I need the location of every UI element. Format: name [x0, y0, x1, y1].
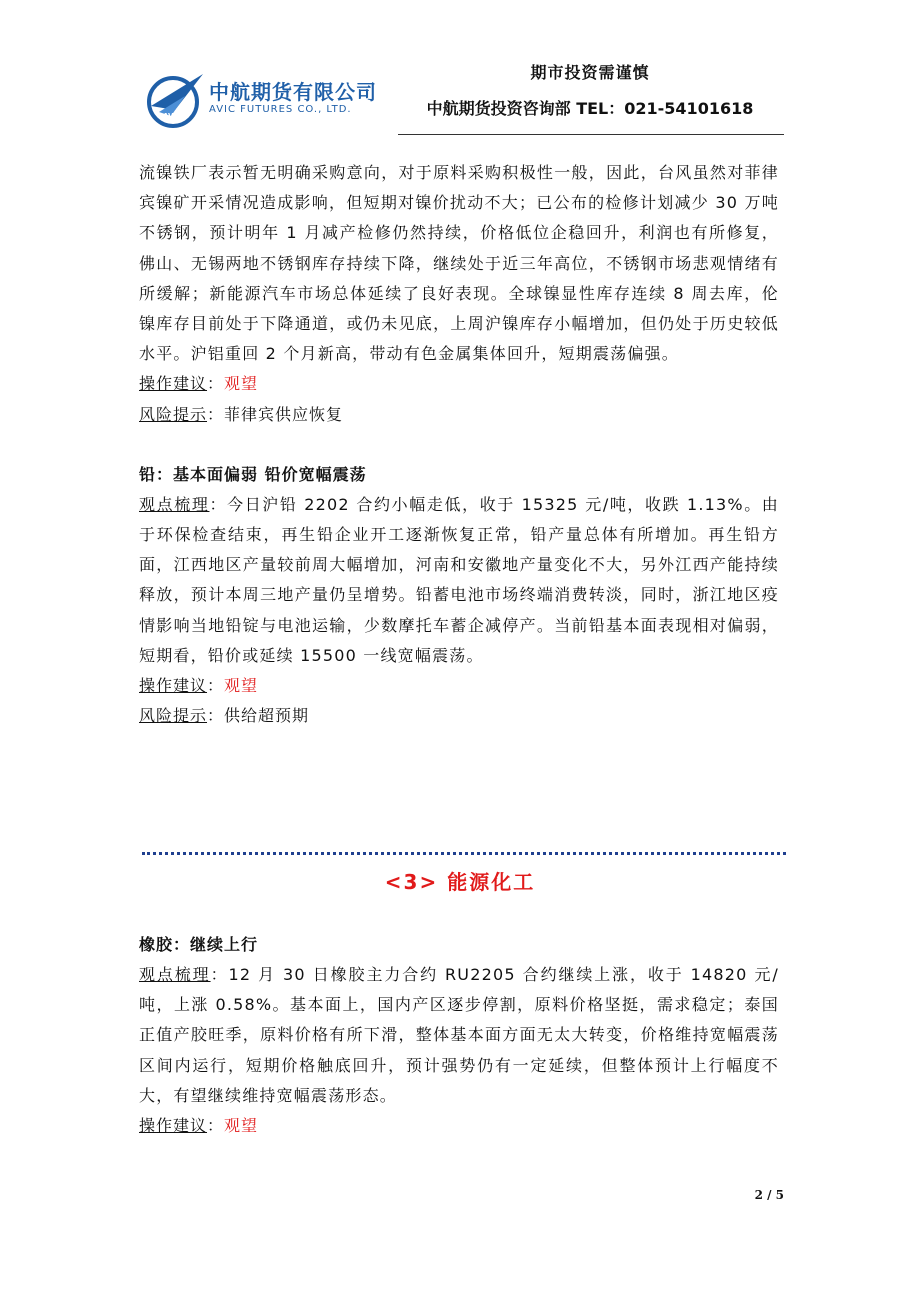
operation-value: 观望 [224, 676, 259, 696]
risk-label: 风险提示 [139, 404, 208, 424]
nickel-risk: 风险提示：菲律宾供应恢复 [139, 404, 344, 424]
header-divider [398, 134, 784, 135]
operation-label: 操作建议 [139, 1116, 208, 1136]
rubber-operation: 操作建议：观望 [139, 1116, 259, 1136]
contact-info: 中航期货投资咨询部 TEL：021-54101618 [426, 99, 754, 118]
page-header [0, 0, 920, 140]
risk-warning: 期市投资需谨慎 [530, 63, 650, 82]
company-logo [145, 66, 395, 132]
logo-name-en: AVIC FUTURES CO., LTD. [209, 104, 352, 115]
view-label: 观点梳理 [139, 494, 210, 514]
lead-risk: 风险提示：供给超预期 [139, 706, 310, 726]
energy-chemical-content [139, 930, 779, 1141]
rubber-heading: 橡胶：继续上行 [139, 935, 259, 954]
page-number: 2 / 5 [754, 1188, 784, 1202]
lead-heading: 铅：基本面偏弱 铅价宽幅震荡 [139, 464, 367, 484]
risk-value: 供给超预期 [224, 706, 310, 726]
operation-value: 观望 [224, 1116, 259, 1136]
operation-value: 观望 [224, 374, 259, 394]
lead-view-body: 今日沪铅 2202 合约小幅走低，收于 15325 元/吨，收跌 1.13%。由于环保检查结束，再生铅企业开工逐渐恢复正常，铅产量总体有所增加。再生铅方面，江西地区产量较前周大幅增加，河南和安徽地产量变化不大，另外江西产能持续释放，预计本周三地产量仍呈增势。铅蓄电池市场终端消费转淡，同时，浙江地区疫情影响当地铅锭与电池运输，少数摩托车蓄企减停产。当前铅基本面表现相对偏弱，短期看，铅价或延续 15500 一线宽幅震荡。 [139, 494, 779, 665]
logo-name-cn: 中航期货有限公司 [209, 80, 377, 104]
main-content [139, 158, 779, 731]
avic-plane-icon [145, 66, 205, 132]
rubber-view: 观点梳理：12 月 30 日橡胶主力合约 RU2205 合约继续上涨，收于 14820 元/吨，上涨 0.58%。基本面上，国内产区逐步停割，原料价格坚挺，需求稳定；泰国正值产胶旺季，原料价格有所下滑，整体基本面方面无太大转变，价格维持宽幅震荡区间内运行，短期价格触底回升，预计强势仍有一定延续，但整体预计上行幅度不大，有望继续维持宽幅震荡形态。 [139, 965, 779, 1105]
operation-label: 操作建议 [139, 374, 208, 394]
operation-label: 操作建议 [139, 676, 208, 696]
rubber-view-body: 12 月 30 日橡胶主力合约 RU2205 合约继续上涨，收于 14820 元/吨，上涨 0.58%。基本面上，国内产区逐步停割，原料价格坚挺，需求稳定；泰国正值产胶旺季，原料价格有所下滑，整体基本面方面无太大转变，价格维持宽幅震荡区间内运行，短期价格触底回升，预计强势仍有一定延续，但整体预计上行幅度不大，有望继续维持宽幅震荡形态。 [139, 965, 779, 1105]
section-title: <3> 能源化工 [384, 870, 536, 894]
risk-label: 风险提示 [139, 706, 208, 726]
nickel-operation: 操作建议：观望 [139, 374, 259, 394]
lead-view: 观点梳理：今日沪铅 2202 合约小幅走低，收于 15325 元/吨，收跌 1.13%。由于环保检查结束，再生铅企业开工逐渐恢复正常，铅产量总体有所增加。再生铅方面，江西地区产量较前周大幅增加，河南和安徽地产量变化不大，另外江西产能持续释放，预计本周三地产量仍呈增势。铅蓄电池市场终端消费转淡，同时，浙江地区疫情影响当地铅锭与电池运输，少数摩托车蓄企减停产。当前铅基本面表现相对偏弱，短期看，铅价或延续 15500 一线宽幅震荡。 [139, 494, 779, 665]
risk-value: 菲律宾供应恢复 [224, 404, 344, 424]
section-divider [142, 852, 786, 855]
logo-badge: AVIC [163, 112, 182, 120]
lead-operation: 操作建议：观望 [139, 676, 259, 696]
nickel-body: 流镍铁厂表示暂无明确采购意向，对于原料采购积极性一般，因此，台风虽然对菲律宾镍矿开采情况造成影响，但短期对镍价扰动不大；已公布的检修计划减少 30 万吨不锈钢，预计明年 1 月减产检修仍然持续，价格低位企稳回升，利润也有所修复，佛山、无锡两地不锈钢库存持续下降，继续处于近三年高位，不锈钢市场悲观情绪有所缓解；新能源汽车市场总体延续了良好表现。全球镍显性库存连续 8 周去库，伦镍库存目前处于下降通道，或仍未见底，上周沪镍库存小幅增加，但仍处于历史较低水平。沪铝重回 2 个月新高，带动有色金属集体回升，短期震荡偏强。 [139, 163, 779, 364]
view-label: 观点梳理 [139, 965, 211, 984]
